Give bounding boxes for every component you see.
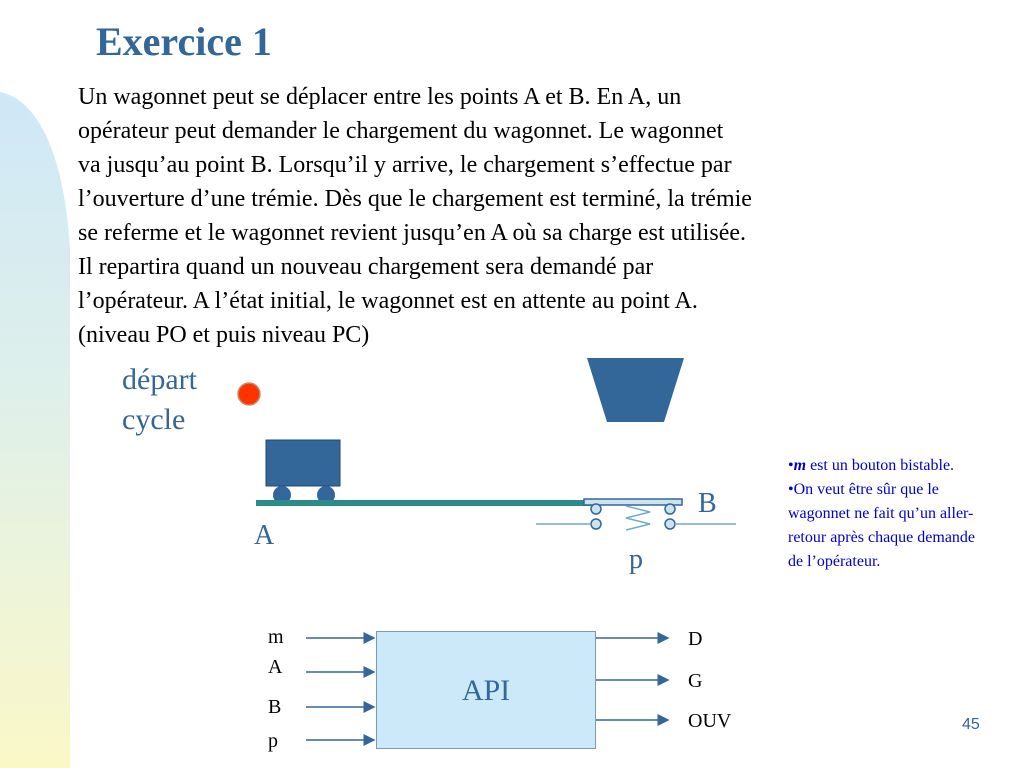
- sensor-p-label: p: [629, 544, 643, 575]
- note-var-m: m: [793, 457, 807, 474]
- slide-title: Exercice 1: [96, 19, 272, 64]
- contact-point: [665, 519, 675, 529]
- statement-line: (niveau PO et puis niveau PC): [78, 322, 370, 348]
- page-number: 45: [962, 716, 980, 733]
- note-bullet-2: •On veut être sûr que le wagonnet ne fait qu’un aller-retour après chaque demande de l’opérateur.: [788, 481, 976, 570]
- point-b-label: B: [698, 488, 717, 519]
- spring: [626, 506, 650, 530]
- side-note: [788, 454, 988, 574]
- statement-line: va jusqu’au point B. Lorsqu’il y arrive, le chargement s’effectue par: [78, 152, 732, 178]
- statement-line: l’ouverture d’une trémie. Dès que le chargement est terminé, la trémie: [78, 186, 752, 212]
- statement-line: opérateur peut demander le chargement du wagonnet. Le wagonnet: [78, 118, 724, 144]
- api-output-g: G: [688, 670, 703, 692]
- statement-line: Il repartira quand un nouveau chargement sera demandé par: [78, 254, 654, 280]
- api-input-a: A: [268, 656, 283, 678]
- start-label-line1: départ: [122, 363, 197, 396]
- hopper: [587, 358, 684, 422]
- statement-line: se referme et le wagonnet revient jusqu’en A où sa charge est utilisée.: [78, 220, 746, 246]
- api-input-m: m: [268, 626, 284, 648]
- start-label-line2: cycle: [122, 403, 186, 436]
- api-output-ouv: OUV: [688, 710, 732, 732]
- contact-point: [591, 519, 601, 529]
- wagon-body: [266, 440, 340, 486]
- statement-line: Un wagonnet peut se déplacer entre les points A et B. En A, un: [78, 84, 682, 110]
- api-input-b: B: [268, 696, 282, 718]
- api-output-d: D: [688, 628, 703, 650]
- statement-line: l’opérateur. A l’état initial, le wagonnet est en attente au point A.: [78, 288, 698, 314]
- point-a-label: A: [254, 520, 275, 551]
- api-input-p: p: [268, 730, 278, 752]
- start-button[interactable]: [238, 383, 260, 405]
- contact-point: [591, 504, 601, 514]
- contact-point: [665, 504, 675, 514]
- note-bullet-1: •m est un bouton bistable.: [788, 457, 955, 474]
- api-label: API: [461, 674, 511, 707]
